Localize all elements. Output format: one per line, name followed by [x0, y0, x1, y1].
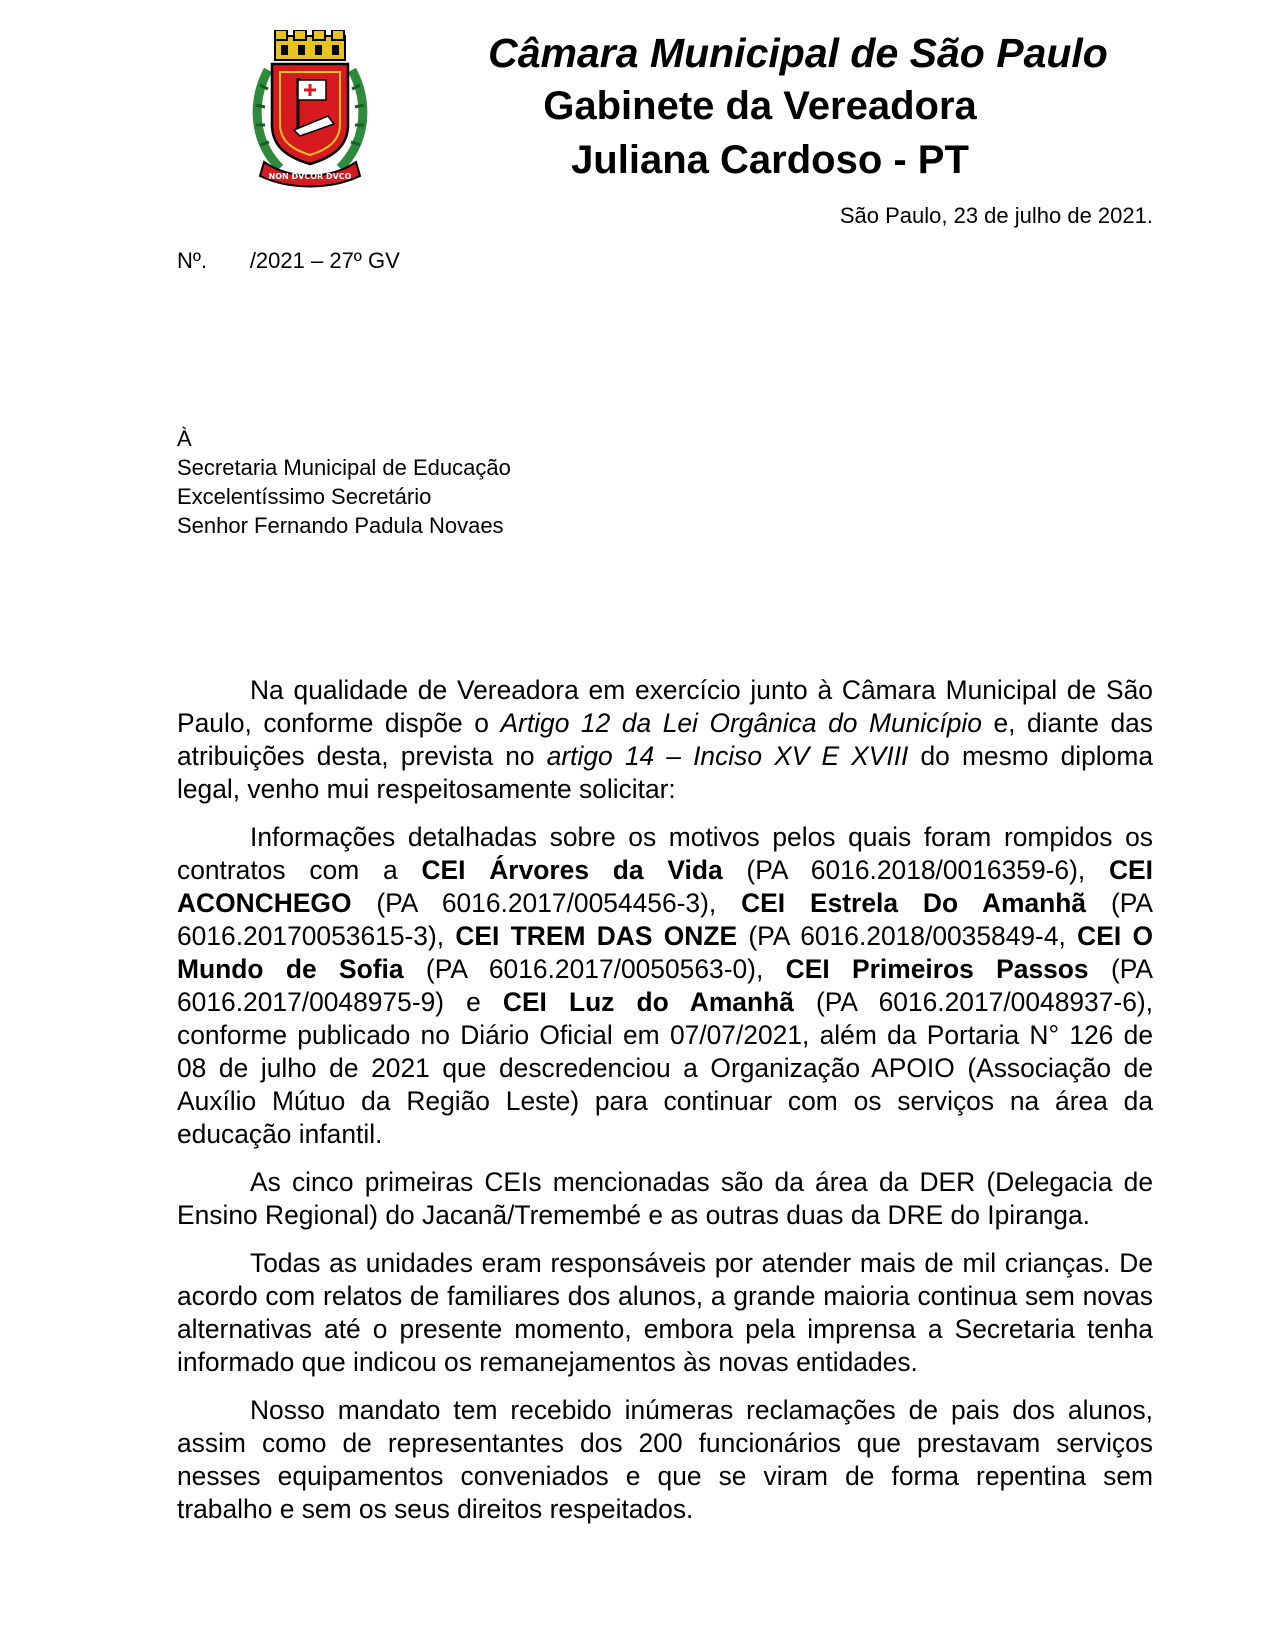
letter-body: [177, 674, 1153, 1541]
paragraph-4: Todas as unidades eram responsáveis por atender mais de mil crianças. De acordo com relatos de familiares dos alunos, a grande maioria continua sem novas alternativas até o presente momento, embora pela imprensa a Secretaria tenha informado que indicou os remanejamentos às novas entidades.: [177, 1248, 1153, 1377]
header-councilor: Juliana Cardoso - PT: [571, 138, 969, 182]
addressee-title: Excelentíssimo Secretário: [177, 484, 432, 509]
paragraph-2: Informações detalhadas sobre os motivos pelos quais foram rompidos os contratos com a CEI Árvores da Vida (PA 6016.2018/0016359-6), CEI ACONCHEGO (PA 6016.2017/0054456-3), CEI Estrela Do Amanhã (PA 6016.20170053615-3), CEI TREM DAS ONZE (PA 6016.2018/0035849-4, CEI O Mundo de Sofia (PA 6016.2017/0050563-0), CEI Primeiros Passos (PA 6016.2017/0048975-9) e CEI Luz do Amanhã (PA 6016.2017/0048937-6), conforme publicado no Diário Oficial em 07/07/2021, além da Portaria N° 126 de 08 de julho de 2021 que descredenciou a Organização APOIO (Associação de Auxílio Mútuo da Região Leste) para continuar com os serviços na área da educação infantil.: [177, 822, 1154, 1149]
document-number: Nº. /2021 – 27º GV: [177, 248, 400, 273]
paragraph-3: As cinco primeiras CEIs mencionadas são da área da DER (Delegacia de Ensino Regional) do Jacanã/Tremembé e as outras duas da DRE do Ipiranga.: [177, 1167, 1153, 1230]
addressee-name: Senhor Fernando Padula Novaes: [177, 513, 504, 538]
header-office: Gabinete da Vereadora: [543, 84, 977, 128]
addressee-block: [177, 424, 511, 540]
letter-date: São Paulo, 23 de julho de 2021.: [839, 203, 1153, 228]
paragraph-1: Na qualidade de Vereadora em exercício junto à Câmara Municipal de São Paulo, conforme dispõe o Artigo 12 da Lei Orgânica do Município e, diante das atribuições desta, prevista no artigo 14 – Inciso XV E XVIII do mesmo diploma legal, venho mui respeitosamente solicitar:: [177, 675, 1153, 804]
paragraph-5: Nosso mandato tem recebido inúmeras reclamações de pais dos alunos, assim como de representantes dos 200 funcionários que prestavam serviços nesses equipamentos conveniados e que se viram de forma repentina sem trabalho e sem os seus direitos respeitados.: [177, 1395, 1153, 1524]
addressee-org: Secretaria Municipal de Educação: [177, 455, 511, 480]
addressee-to: À: [177, 426, 192, 451]
coat-motto: NON DVCOR DVCO: [268, 172, 352, 181]
header-chamber: Câmara Municipal de São Paulo: [488, 30, 1108, 76]
city-coat-of-arms-icon: [250, 30, 370, 190]
